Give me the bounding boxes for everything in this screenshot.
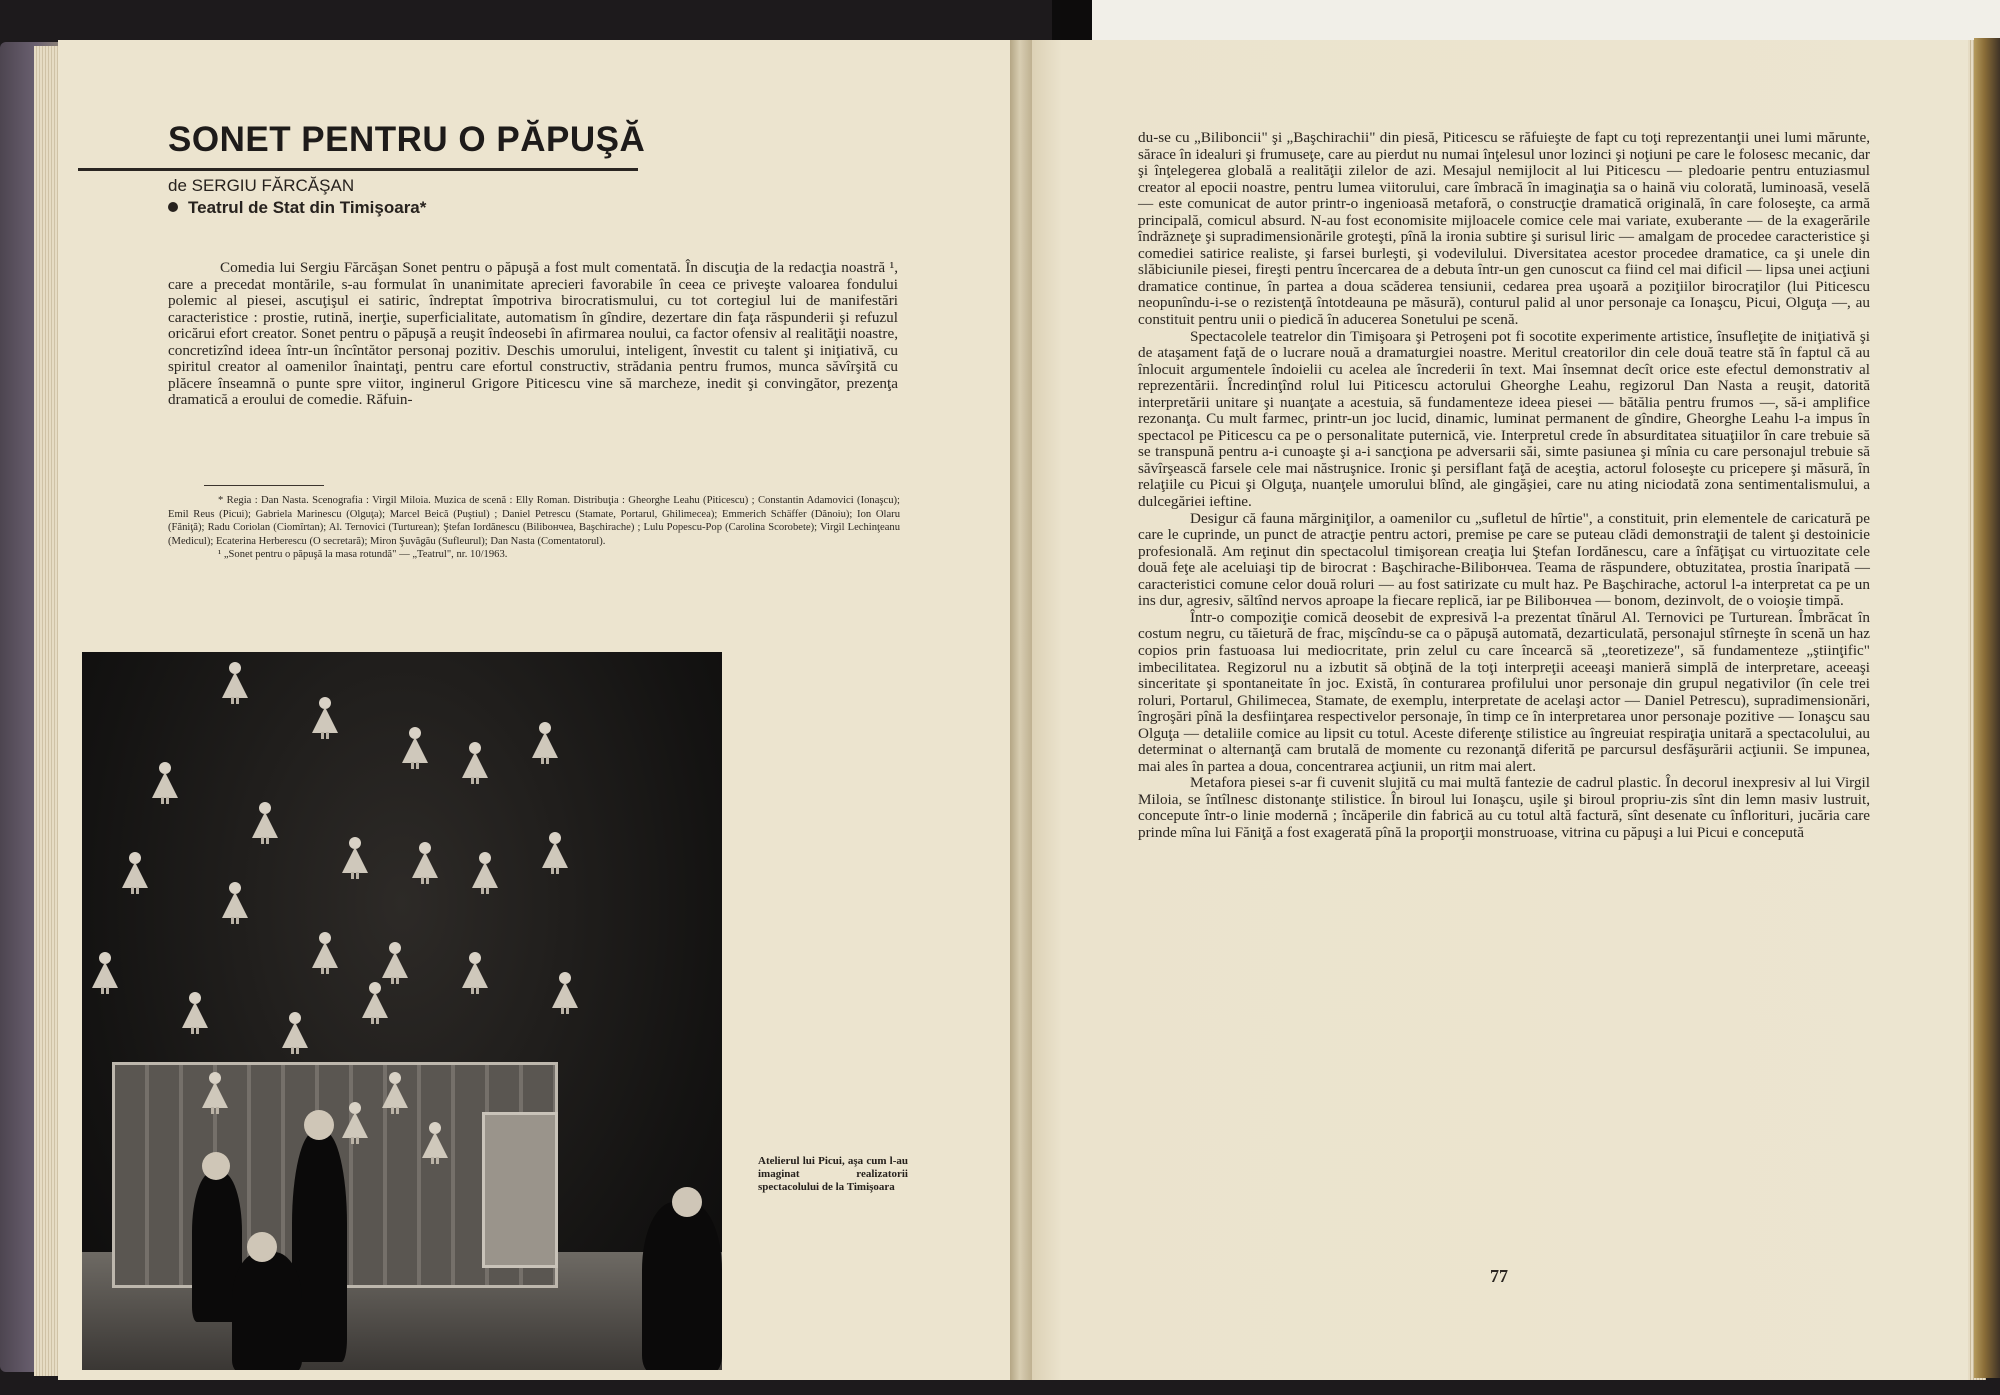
actor-head <box>304 1110 334 1140</box>
doll-figure <box>462 952 488 994</box>
intro-paragraph <box>168 260 898 409</box>
doll-figure <box>422 1122 448 1164</box>
footnote-credits: * Regia : Dan Nasta. Scenografia : Virgil Miloia. Muzica de scenă : Elly Roman. Distribuţia : Gheorghe Leahu (Piticescu) ; Constantin Adamovici (Ionaşcu); Emil Reus (Picui); Gabriela Marinescu (Olguţa); Marcel Beică (Puştiul) ; Daniel Petrescu (Stamate, Portarul, Ghilimecea); Emmerich Schäffer (Dănoiu); Ion Olaru (Făniţă); Radu Coriolan (Ciomîrtan); Al. Ternovici (Turturean); Ştefan Iordănescu (Bilibончea, Başchirache) ; Lulu Popescu-Pop (Carolina Scorobete); Virgil Lechinţeanu (Medicul); Ecaterina Herberescu (O secretară); Miron Şuvăgău (Sufleurul); Dan Nasta (Comentatorul). <box>168 495 900 547</box>
doll-figure <box>532 722 558 764</box>
footnotes <box>168 494 900 562</box>
doll-figure <box>342 837 368 879</box>
stage-photo <box>82 652 722 1370</box>
doll-figure <box>382 1072 408 1114</box>
photo-caption: Atelierul lui Picui, aşa cum l-au imaginat realizatorii spectacolului de la Timişoara <box>758 1155 908 1193</box>
article-theatre <box>168 198 426 218</box>
doll-figure <box>382 942 408 984</box>
doll-figure <box>152 762 178 804</box>
background-shadow <box>1052 0 1092 40</box>
background-top <box>1055 0 2000 40</box>
actor-head <box>202 1152 230 1180</box>
footnote-reference: ¹ „Sonet pentru o păpuşă la masa rotundă" — „Teatrul", nr. 10/1963. <box>218 549 508 560</box>
paragraph: Metafora piesei s-ar fi cuvenit slujită cu mai multă fantezie de cadrul plastic. În decorul inexpresiv al lui Virgil Miloia, se întîlnesc distonanţe stilistice. În biroul lui Ionaşcu, uşile şi biroul propriu-zis sînt din lemn masiv lustruit, concepute într-o linie modernă ; încăperile din fabrică au cu totul altă factură, sînt desenate cu înflorituri, jucăria care prinde mîna lui Făniţă a fost exagerată pînă la proporţii monstruoase, vitrina cu păpuşi a lui Picui e concepută <box>1138 774 1870 841</box>
paragraph: Într-o compoziţie comică deosebit de expresivă l-a prezentat tînărul Al. Ternovici pe Turturean. Îmbrăcat în costum negru, cu tăietură de frac, mişcîndu-se ca o păpuşă automată, dezarticulată, personajul stîrneşte în scenă un haz copios prin fastuoasa lui mediocritate, prin zelul cu care încearcă să „teoretizeze", să fundamenteze „ştiinţific" imbecilitatea. Regizorul nu a izbutit să obţină de la toţi interpreţii aceeaşi manieră simplă de interpretare, aceeaşi sinceritate şi spontaneitate în joc. Există, în conturarea profilului unor personaje din grupul negativilor (în cele trei roluri, Portarul, Ghilimecea, Stamate, de exemplu, interpretate de acelaşi actor — Daniel Petrescu), supradimensionări, îngroşări pînă la desfiinţarea respectivelor personaje, în timp ce în interpretarea unor personaje pozitive — Ionaşcu sau Olguţa — detaliile comice au lipsit cu totul. Aceste diferenţe stilistice au îngreuiat respiraţia unitară a spectacolului, au determinat o alternanţă cam brutală de momente cu rezonanţă diferită pe parcursul desfăşurării acţiunii. Se impunea, mai ales în partea a doua, concentrarea acţiunii, un ritm mai alert. <box>1138 608 1870 775</box>
doll-figure <box>472 852 498 894</box>
doll-figure <box>412 842 438 884</box>
doll-figure <box>362 982 388 1024</box>
doll-figure <box>542 832 568 874</box>
doll-figure <box>462 742 488 784</box>
book-cover-right <box>1974 38 2000 1378</box>
theatre-name: Teatrul de Stat din Timişoara* <box>188 198 427 217</box>
article-title: SONET PENTRU O PĂPUŞĂ <box>168 120 646 159</box>
footnote-rule <box>204 485 324 486</box>
title-rule <box>78 168 638 171</box>
doll-figure <box>282 1012 308 1054</box>
actor-head <box>247 1232 277 1262</box>
bullet-icon <box>168 202 178 212</box>
doll-figure <box>342 1102 368 1144</box>
actor-head <box>672 1187 702 1217</box>
page-number: 77 <box>1490 1266 1508 1286</box>
doll-figure <box>122 852 148 894</box>
intro-text: Comedia lui Sergiu Fărcăşan Sonet pentru o păpuşă a fost mult comentată. În discuţia de la redacţia noastră ¹, care a precedat montările, s-au formulat în unanimitate aprecieri favorabile în ceea ce priveşte valoarea fondului polemic al piesei, ascuţişul ei satiric, îndreptat împotriva birocratismului, cu tot cortegiul lui de manifestări caracteristice : prostie, rutină, inerţie, superficialitate, automatism în gîndire, dezertare din faţa răspunderii şi refuzul oricărui efort creator. Sonet pentru o păpuşă a reuşit îndeosebi în afirmarea noului, ca factor ofensiv al realităţii noastre, concretizînd ideea într-un încîntător personaj pozitiv. Deschis umorului, inteligent, învestit cu talent şi iniţiativă, cu spiritul creator al oamenilor înaintaţi, pentru care efortul constructiv, strădania pentru frumos, munca săvîrşită cu plăcere înseamnă o punte spre viitor, inginerul Grigore Piticescu vine să marcheze, inedit şi convingător, prezenţa dramatică a eroului de comedie. Răfuin- <box>168 259 898 409</box>
doll-figure <box>312 932 338 974</box>
paragraph: Desigur că fauna mărginiţilor, a oamenilor cu „sufletul de hîrtie", a constituit, prin elementele de caricatură pe care le cuprinde, un punct de atracţie pentru actori, premise pe care se puteau clădi demonstraţii de talent şi destoinicie profesională. Am reţinut din spectacolul timişorean creaţia lui Ştefan Iordănescu, care a înfăţişat cu virtuozitate cele două feţe ale aceluiaşi tip de birocrat : Başchirache-Bilibончea. Teama de răspundere, obtuzitatea, prostia înaripată — caracteristici comune celor două roluri — au fost satirizate cu mult haz. Pe Başchirache, actorul l-a interpretat ca pe un ins dur, agresiv, săltînd nervos aproape la fiecare replică, iar pe Bilibончea — bonom, dezinvolt, de o voioşie timpă. <box>1138 509 1870 610</box>
doll-figure <box>222 662 248 704</box>
paragraph: du-se cu „Biliboncii" şi „Başchirachii" din piesă, Piticescu se răfuieşte de fapt cu toţi reprezentanţii unei lumi mărunte, sărace în idealuri şi frumuseţe, care au pierdut nu numai înţelesul unor lozinci şi noţiuni pe care le folosesc mecanic, dar şi înţelegerea globală a realităţii zilelor de azi. Mesajul nemijlocit al lui Piticescu — pledoarie pentru entuziasmul creator al epocii noastre, pentru lumea viitorului, care îmbracă în imaginaţia sa o haină viu colorată, luminoasă, veselă — este comunicat de autor printr-o ingenioasă metaforă, o construcţie dramatică originală, în care foloseşte, ca armă principală, comicul absurd. N-au fost economisite mijloacele comice cele mai variate, exuberante — de la exagerările îndrăzneţe şi supradimensionările groteşti, pînă la ironia subtire şi surisul liric — amalgam de procedee caracteristice şi comediei satirice realiste, şi farsei burleşti, şi vodevilului. Diversitatea acestor procedee dramatice, ca şi unele din slăbiciunile piesei, fireşti pentru încercarea de a debuta într-un gen cunoscut ca fiind cel mai dificil — lipsa unei acţiuni dramatice continue, în partea a doua scăderea tensiunii, cedarea prea uşoară a poziţiilor birocraţilor (lui Piticescu neopunîndu-i-se o rezistenţă întotdeauna pe măsură), conturul palid al unor personaje ca Ionaşcu, Picui, Olguţa —, au constituit pentru unii o piedică în aducerea Sonetului pe scenă. <box>1138 129 1870 329</box>
actor-figure <box>642 1202 722 1370</box>
doll-figure <box>402 727 428 769</box>
book-gutter <box>1010 40 1032 1380</box>
paragraph: Spectacolele teatrelor din Timişoara şi Petroşeni pot fi socotite experimente artistice, însufleţite de iniţiativă şi de ataşament faţă de o lucrare nouă a dramaturgiei noastre. Meritul creatorilor din cele două teatre stă în faptul că au înlocuit argumentele îndoielii cu acelea ale încrederii în text. Mai însemnat decît orice este efectul demonstrativ al reprezentării. Încredinţînd rolul lui Piticescu actorului Gheorghe Leahu, regizorul Dan Nasta a reuşit, datorită interpretării unitare şi nuanţate a acestuia, să fundamenteze ideea piesei — bătălia pentru frumos —, să-i amplifice rezonanţa. Cu mult farmec, printr-un joc lucid, dinamic, luminat permanent de gîndire, Gheorghe Leahu l-a impus în spectacol pe Piticescu ca pe o personalitate puternică, vie. Interpretul crede în absurditatea situaţiilor în care trebuie să se transpună pentru a-i cunoaşte şi a-i sancţiona pe adversarii săi, simte pasiunea şi mînia cu care personajul trebuie să săvîrşească farsele cele mai năstruşnice. Ironic şi persiflant faţă de aceştia, actorul foloseşte cu pricepere şi măsură, în relaţiile cu Picui şi Olguţa, nuanţele umorului blînd, ale gingăşiei, care nu ating niciodată zona sentimentalismului, a dulcegăriei ieftine. <box>1138 327 1870 511</box>
doll-figure <box>222 882 248 924</box>
doll-figure <box>552 972 578 1014</box>
actor-figure <box>232 1252 302 1370</box>
article-byline: de SERGIU FĂRCĂŞAN <box>168 176 355 195</box>
doll-figure <box>252 802 278 844</box>
doll-figure <box>312 697 338 739</box>
doll-figure <box>92 952 118 994</box>
stage-door <box>482 1112 558 1268</box>
right-column <box>1138 130 1870 842</box>
doll-figure <box>202 1072 228 1114</box>
doll-figure <box>182 992 208 1034</box>
